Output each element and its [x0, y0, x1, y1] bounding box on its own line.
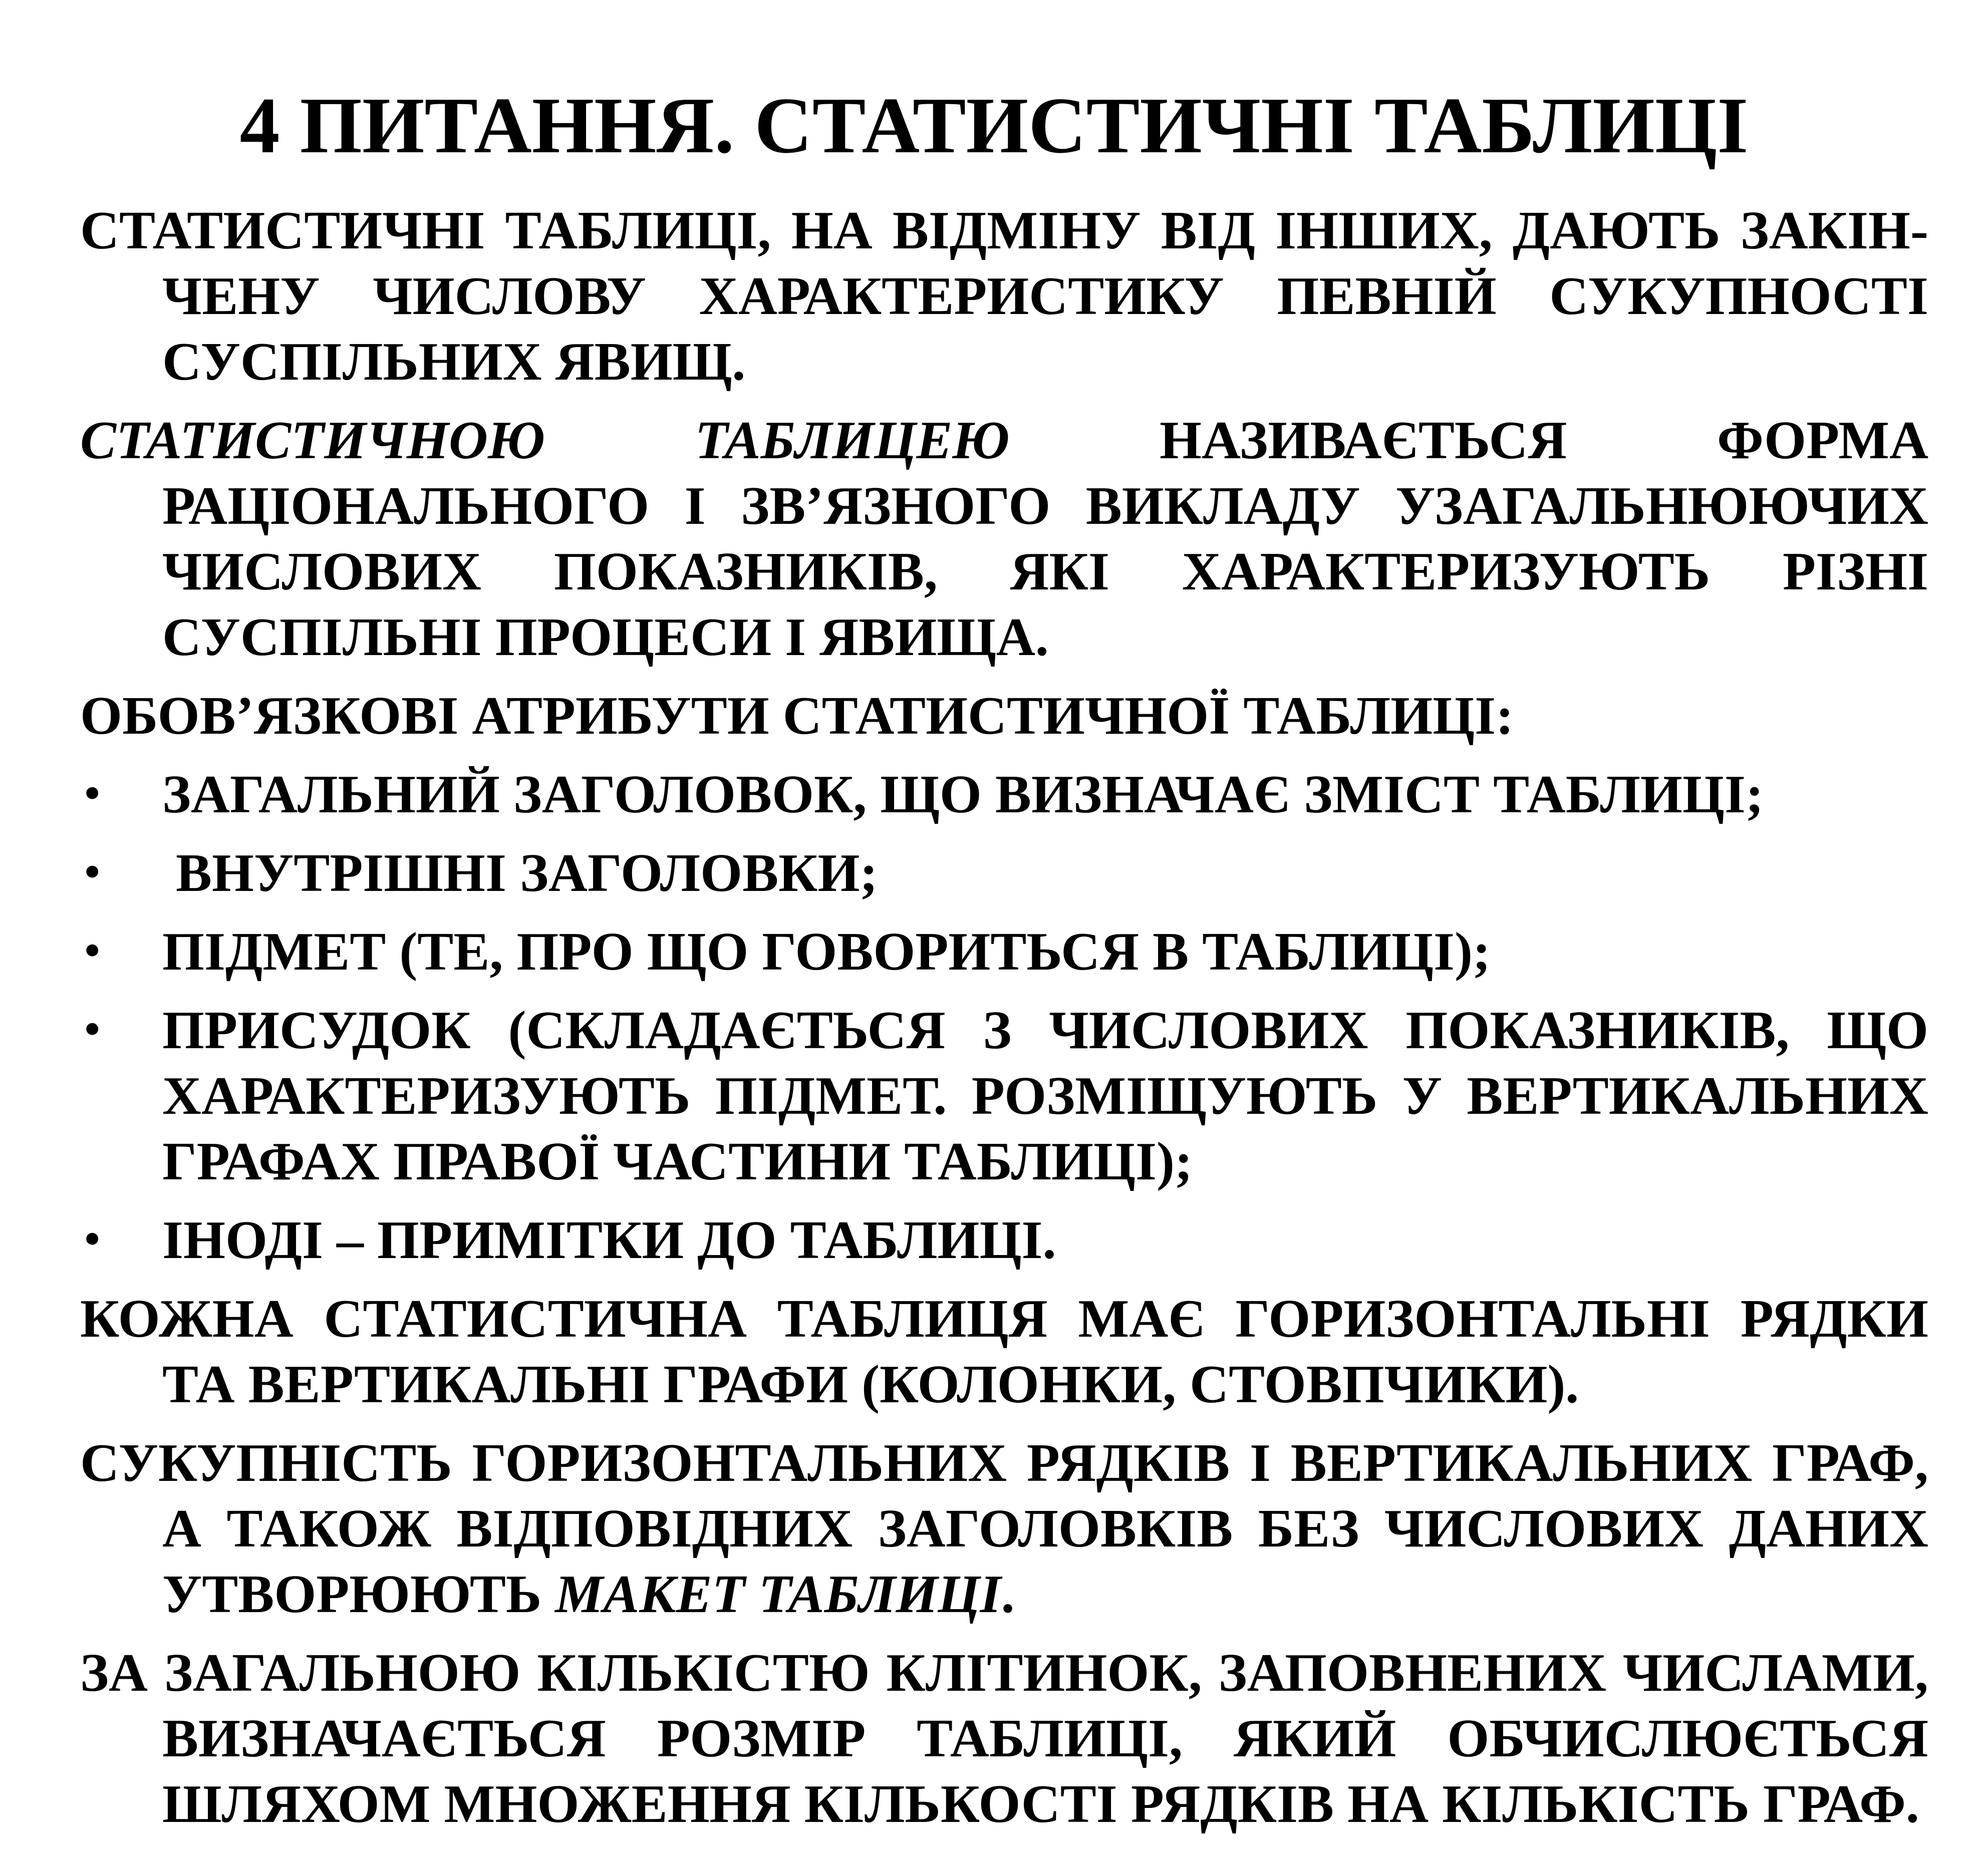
- page-title: 4 ПИТАННЯ. СТАТИСТИЧНІ ТАБЛИЦІ: [239, 81, 1749, 170]
- list-item-text: ПІДМЕТ (ТЕ, ПРО ЩО ГОВОРИТЬСЯ В ТАБЛИЦІ);: [162, 922, 1491, 982]
- paragraph-table-layout-text: СУКУПНІСТЬ ГОРИЗОНТАЛЬНИХ РЯДКІВ І ВЕРТИКАЛЬНИХ ГРАФ, А ТАКОЖ ВІДПОВІДНИХ ЗАГОЛОВКІВ БЕЗ ЧИСЛОВИХ ДАНИХ УТВОРЮЮТЬ: [80, 1433, 1928, 1624]
- list-item-text: ПРИСУДОК (СКЛАДАЄТЬСЯ З ЧИСЛОВИХ ПОКАЗНИКІВ, ЩО ХАРАКТЕРИЗУЮТЬ ПІДМЕТ. РОЗМІЩУЮТЬ У ВЕРТИКАЛЬНИХ ГРАФАХ ПРАВОЇ ЧАСТИНИ ТАБЛИЦІ);: [162, 1001, 1928, 1191]
- bullet-icon: •: [80, 849, 105, 897]
- term-statistical-table: СТАТИСТИЧНОЮ ТАБЛИЦЕЮ: [80, 411, 1010, 470]
- list-item-text: ВНУТРІШНІ ЗАГОЛОВКИ;: [162, 843, 878, 903]
- list-item: [80, 1207, 1928, 1273]
- paragraph-table-layout: [80, 1430, 1928, 1627]
- list-item: [80, 919, 1928, 985]
- bullet-icon: •: [80, 1216, 105, 1264]
- paragraph-table-definition: [80, 408, 1928, 670]
- paragraph-attributes-heading: ОБОВ’ЯЗКОВІ АТРИБУТИ СТАТИСТИЧНОЇ ТАБЛИЦІ:: [80, 686, 1514, 746]
- bullet-icon: •: [80, 928, 105, 976]
- paragraph-table-layout-end: .: [1001, 1565, 1015, 1624]
- attributes-list: [80, 762, 1928, 1273]
- list-item-text: ІНОДІ – ПРИМІТКИ ДО ТАБЛИЦІ.: [162, 1210, 1056, 1270]
- list-item: [80, 762, 1928, 827]
- bullet-icon: •: [80, 1007, 105, 1054]
- bullet-icon: •: [80, 771, 105, 818]
- slide-content: [80, 198, 1928, 1850]
- paragraph-table-size: ЗА ЗАГАЛЬНОЮ КІЛЬКІСТЮ КЛІТИНОК, ЗАПОВНЕНИХ ЧИСЛАМИ, ВИЗНАЧАЄТЬСЯ РОЗМІР ТАБЛИЦІ, ЯКИЙ ОБЧИСЛЮЄТЬСЯ ШЛЯХОМ МНОЖЕННЯ КІЛЬКОСТІ РЯДКІВ НА КІЛЬКІСТЬ ГРАФ.: [80, 1643, 1928, 1834]
- term-table-layout: МАКЕТ ТАБЛИЦІ: [555, 1565, 1001, 1624]
- list-item: [80, 840, 1928, 906]
- paragraph-definition-intro: СТАТИСТИЧНІ ТАБЛИЦІ, НА ВІДМІНУ ВІД ІНШИХ, ДАЮТЬ ЗАКІНЧЕНУ ЧИСЛОВУ ХАРАКТЕРИСТИКУ ПЕВНІЙ СУКУПНОСТІ СУСПІЛЬНИХ ЯВИЩ.: [80, 201, 1928, 392]
- list-item: [80, 998, 1928, 1194]
- list-item-text: ЗАГАЛЬНИЙ ЗАГОЛОВОК, ЩО ВИЗНАЧАЄ ЗМІСТ ТАБЛИЦІ;: [162, 765, 1764, 824]
- paragraph-rows-columns: КОЖНА СТАТИСТИЧНА ТАБЛИЦЯ МАЄ ГОРИЗОНТАЛЬНІ РЯДКИ ТА ВЕРТИКАЛЬНІ ГРАФИ (КОЛОНКИ, СТОВПЧИКИ).: [80, 1289, 1928, 1414]
- paragraph-table-definition-text: НАЗИВАЄТЬСЯ ФОРМА РАЦІОНАЛЬНОГО І ЗВ’ЯЗНОГО ВИКЛАДУ УЗАГАЛЬНЮЮЧИХ ЧИСЛОВИХ ПОКАЗНИКІВ, ЯКІ ХАРАКТЕРИЗУЮТЬ РІЗНІ СУСПІЛЬНІ ПРОЦЕСИ І ЯВИЩА.: [162, 411, 1928, 667]
